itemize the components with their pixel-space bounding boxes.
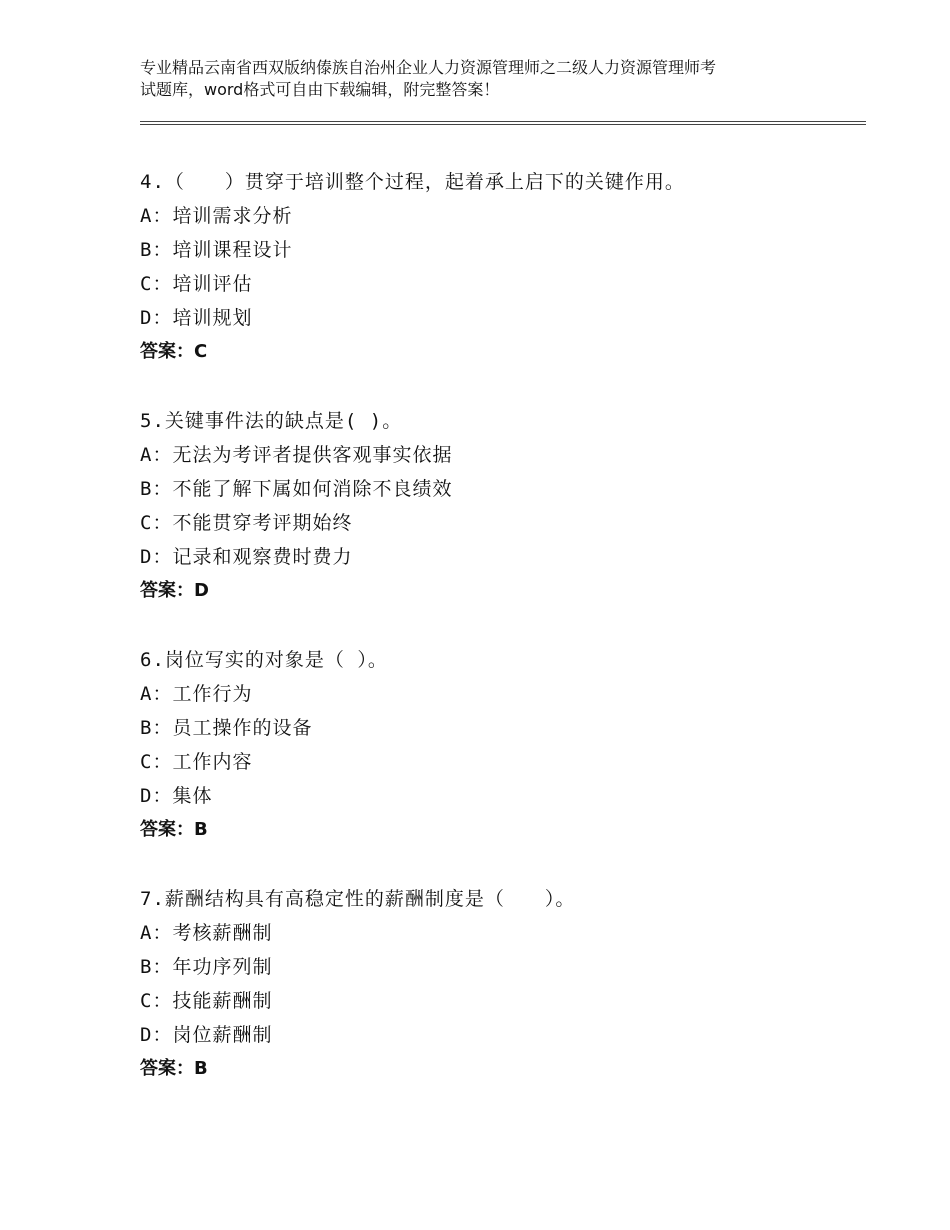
option-c: C：工作内容 bbox=[140, 751, 253, 773]
option-a: A：无法为考评者提供客观事实依据 bbox=[140, 444, 453, 466]
option-b: B：不能了解下属如何消除不良绩效 bbox=[140, 478, 453, 500]
question-4 bbox=[140, 165, 860, 369]
option-a: A：培训需求分析 bbox=[140, 205, 293, 227]
question-stem: 6.岗位写实的对象是（ ）。 bbox=[140, 649, 388, 671]
option-a: A：工作行为 bbox=[140, 683, 253, 705]
question-5 bbox=[140, 404, 860, 608]
option-c: C：培训评估 bbox=[140, 273, 253, 295]
question-7 bbox=[140, 882, 860, 1086]
header-divider bbox=[140, 121, 866, 125]
option-b: B：员工操作的设备 bbox=[140, 717, 313, 739]
answer-label: 答案：D bbox=[140, 580, 209, 601]
option-d: D：培训规划 bbox=[140, 307, 253, 329]
option-d: D：岗位薪酬制 bbox=[140, 1024, 273, 1046]
option-b: B：培训课程设计 bbox=[140, 239, 293, 261]
option-b: B：年功序列制 bbox=[140, 956, 273, 978]
question-stem: 5.关键事件法的缺点是( )。 bbox=[140, 410, 403, 432]
answer-label: 答案：C bbox=[140, 341, 208, 362]
question-stem: 7.薪酬结构具有高稳定性的薪酬制度是（ ）。 bbox=[140, 888, 576, 910]
header-title-line-2: 试题库，word格式可自由下载编辑，附完整答案！ bbox=[140, 80, 500, 99]
header-title-line-1: 专业精品云南省西双版纳傣族自治州企业人力资源管理师之二级人力资源管理师考 bbox=[140, 58, 717, 77]
option-d: D：集体 bbox=[140, 785, 213, 807]
option-c: C：不能贯穿考评期始终 bbox=[140, 512, 353, 534]
answer-label: 答案：B bbox=[140, 819, 208, 840]
option-d: D：记录和观察费时费力 bbox=[140, 546, 353, 568]
option-c: C：技能薪酬制 bbox=[140, 990, 273, 1012]
question-6 bbox=[140, 643, 860, 847]
option-a: A：考核薪酬制 bbox=[140, 922, 273, 944]
document-header bbox=[140, 57, 840, 101]
answer-label: 答案：B bbox=[140, 1058, 208, 1079]
question-stem: 4.（ ）贯穿于培训整个过程，起着承上启下的关键作用。 bbox=[140, 171, 685, 193]
question-list bbox=[140, 165, 860, 1121]
